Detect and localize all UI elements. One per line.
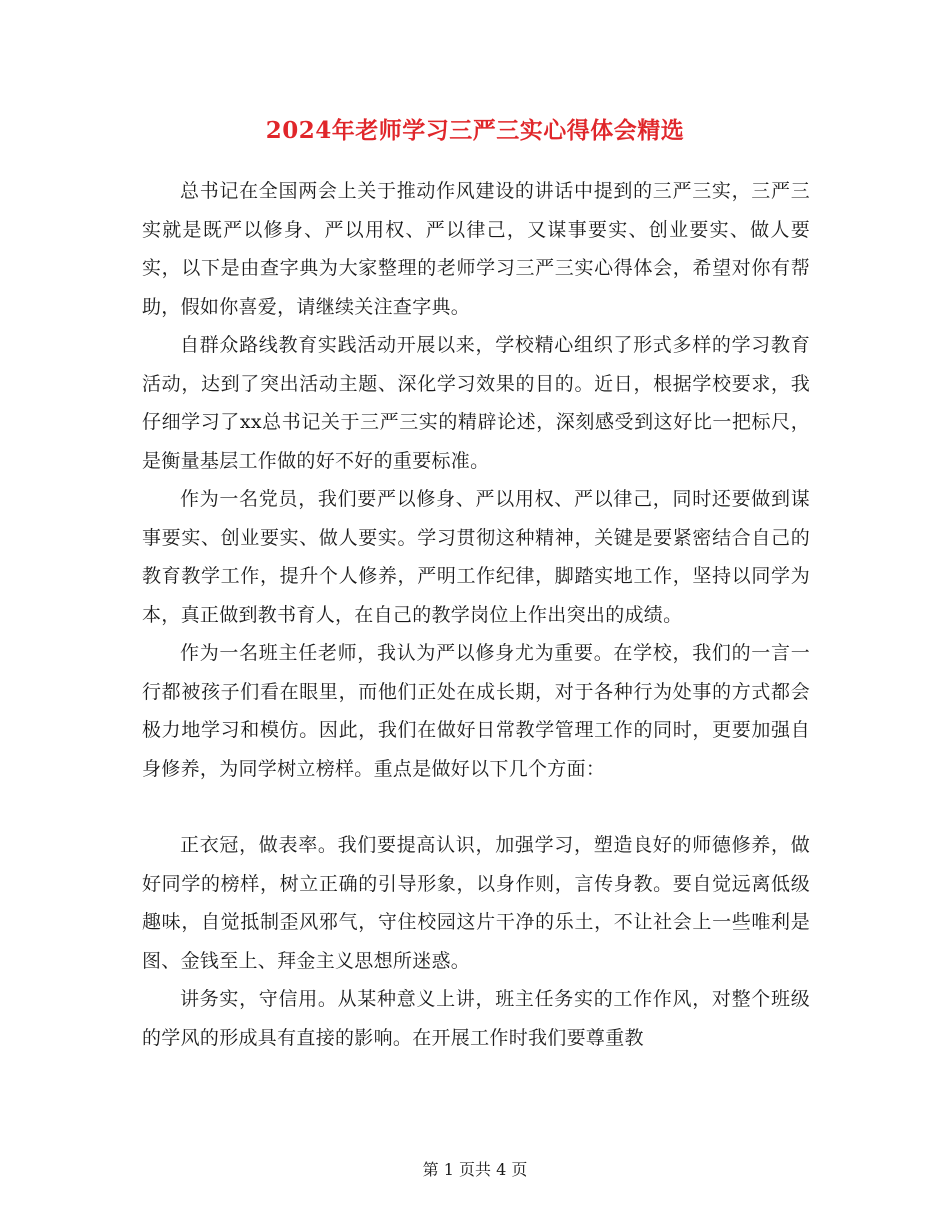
document-title: 2024年老师学习三严三实心得体会精选 — [265, 117, 685, 144]
paragraph-4: 作为一名班主任老师，我认为严以修身尤为重要。在学校，我们的一言一行都被孩子们看在眼里，而他们正处在成长期，对于各种行为处事的方式都会极力地学习和模仿。因此，我们在做好日常教学管理工作的同时，更要加强自身修养，为同学树立榜样。重点是做好以下几个方面： — [142, 642, 810, 780]
page-footer: 第 1 页共 4 页 — [422, 1160, 528, 1179]
document-body — [142, 172, 810, 1057]
paragraph-6: 讲务实，守信用。从某种意义上讲，班主任务实的工作作风，对整个班级的学风的形成具有直接的影响。在开展工作时我们要尊重教 — [142, 988, 810, 1049]
paragraph-3: 作为一名党员，我们要严以修身、严以用权、严以律己，同时还要做到谋事要实、创业要实、做人要实。学习贯彻这种精神，关键是要紧密结合自己的教育教学工作，提升个人修养，严明工作纪律，脚踏实地工作，坚持以同学为本，真正做到教书育人，在自己的教学岗位上作出突出的成绩。 — [142, 488, 810, 626]
paragraph-5: 正衣冠，做表率。我们要提高认识，加强学习，塑造良好的师德修养，做好同学的榜样，树立正确的引导形象，以身作则，言传身教。要自觉远离低级趣味，自觉抵制歪风邪气，守住校园这片干净的乐土，不让社会上一些唯利是图、金钱至上、拜金主义思想所迷惑。 — [142, 834, 810, 972]
paragraph-2: 自群众路线教育实践活动开展以来，学校精心组织了形式多样的学习教育活动，达到了突出活动主题、深化学习效果的目的。近日，根据学校要求，我仔细学习了xx总书记关于三严三实的精辟论述，深刻感受到这好比一把标尺，是衡量基层工作做的好不好的重要标准。 — [142, 334, 810, 472]
paragraph-intro: 总书记在全国两会上关于推动作风建设的讲话中提到的三严三实，三严三实就是既严以修身、严以用权、严以律己，又谋事要实、创业要实、做人要实，以下是由查字典为大家整理的老师学习三严三实心得体会，希望对你有帮助，假如你喜爱，请继续关注查字典。 — [142, 180, 810, 318]
